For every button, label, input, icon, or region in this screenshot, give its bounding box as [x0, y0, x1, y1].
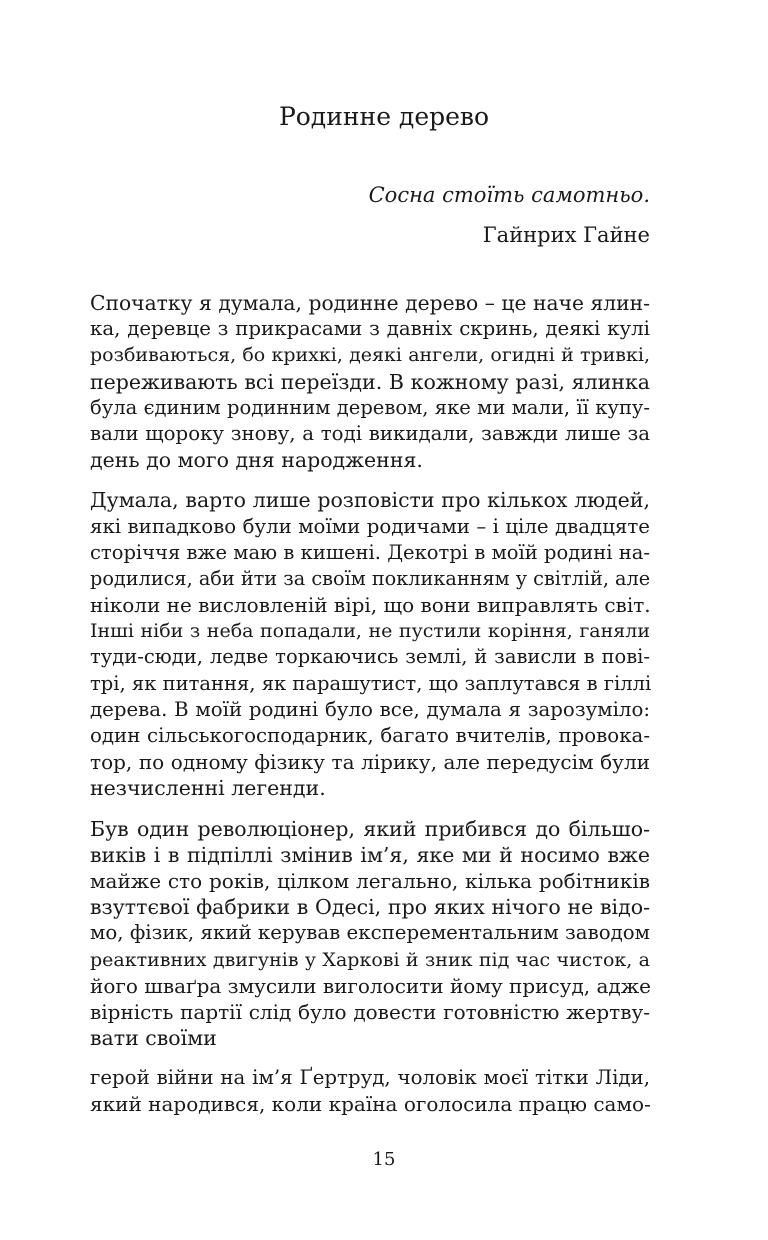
text-line: трі, як питання, як парашутист, що заплутався в гіллі — [90, 671, 652, 695]
text-line: туди-сюди, ледве торкаючись землі, й зависли в пові- — [90, 645, 650, 669]
paragraph — [90, 1065, 650, 1117]
paragraph — [90, 290, 650, 473]
text-line: родилися, аби йти за своїм покликанням у світлій, але — [90, 566, 651, 590]
text-line: була єдиним родинним деревом, яке ми мали, її купу- — [90, 395, 650, 419]
text-line: вати своїми — [90, 1026, 217, 1051]
text-line: реактивних двигунів у Харкові й зник під час чисток, а — [90, 948, 650, 971]
text-line: тор, по одному фізику та лірику, але передусім були — [90, 750, 650, 775]
text-line: незчисленні легенди. — [90, 776, 326, 801]
text-line: Спочатку я думала, родинне дерево – це наче ялин- — [90, 291, 650, 315]
text-line: який народився, коли країна оголосила працю само- — [90, 1092, 651, 1117]
paragraph — [90, 816, 650, 1052]
text-line: Думала, варто лише розповісти про кількох людей, — [90, 488, 650, 513]
text-line: розбиваються, бо крихкі, деякі ангели, огидні й тривкі, — [90, 344, 650, 367]
chapter-title: Родинне дерево — [278, 102, 490, 131]
text-line: сторіччя вже маю в кишені. Декотрі в моїй родині на- — [90, 540, 650, 564]
epigraph — [369, 178, 650, 252]
text-line: один сільськогосподарник, багато вчителів, провока- — [90, 724, 650, 747]
text-line: переживають всі переїзди. В кожному разі, ялинка — [90, 369, 650, 394]
paragraph — [90, 487, 650, 801]
body-text — [90, 290, 650, 1132]
text-line: ка, деревце з прикрасами з давніх скринь, деякі кулі — [90, 317, 650, 341]
text-line: день до мого дня народження. — [90, 448, 423, 473]
page-number: 15 — [372, 1149, 396, 1170]
epigraph-author: Гайнрих Гайне — [482, 223, 650, 247]
text-line: мо, фізик, який керував експерементальним заводом — [90, 921, 650, 945]
text-line: герой війни на ім’я Ґертруд, чоловік моєї тітки Ліди, — [90, 1066, 650, 1090]
text-line: майже сто років, цілком легально, кілька робітників — [90, 868, 650, 893]
text-line: вали щороку знову, а тоді викидали, завжди лише за — [90, 421, 650, 445]
text-line: Був один революціонер, який прибився до більшо- — [90, 816, 650, 841]
text-line: Інші ніби з неба попадали, не пустили коріння, ганяли — [90, 620, 650, 643]
text-line: які випадково були моїми родичами – і ціле двадцяте — [90, 514, 650, 538]
epigraph-quote: Сосна стоїть самотньо. — [368, 183, 650, 207]
text-line: вірність партії слід було довести готовністю жертву- — [90, 999, 650, 1024]
text-line: ніколи не висловленій вірі, що вони виправлять світ. — [90, 593, 651, 618]
text-line: дерева. В моїй родині було все, думала я зарозуміло: — [90, 697, 650, 721]
text-line: виків і в підпіллі змінив ім’я, яке ми й носимо вже — [90, 842, 650, 867]
text-line: взуттєвої фабрики в Одесі, про яких нічого не відо- — [90, 895, 650, 920]
text-line: його шваґра змусили виголосити йому присуд, адже — [90, 973, 651, 998]
